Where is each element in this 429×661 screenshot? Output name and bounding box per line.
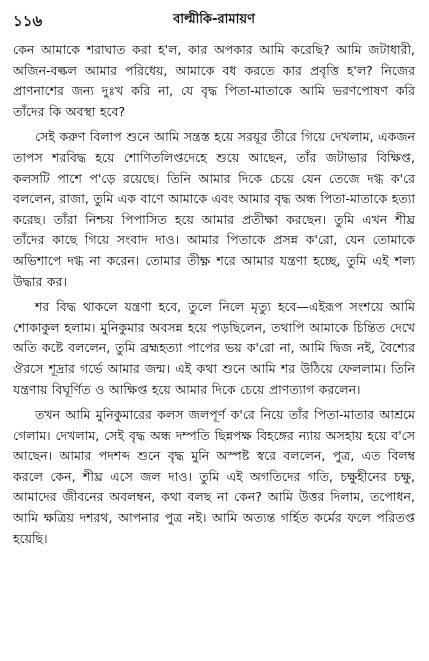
paragraph-4: তখন আমি মুনিকুমারের কলস জলপূর্ণ ক'রে নিয়ে তাঁর পিতা-মাতার আশ্রমে গেলাম। দেখলাম, সেই বৃদ্ধ অন্ধ দম্পতি ছিন্নপক্ষ বিহঙ্গের ন্যায় অসহায় হয়ে ব'সে আছেন। আমার পদশব্দ শুনে বৃদ্ধ মুনি অস্পষ্ট স্বরে বললেন, পুত্র, এত বিলম্ব করলে কেন, শীঘ্র এসে জল দাও। তুমি এই অগতিদের গতি, চক্ষুহীনের চক্ষু, আমাদের জীবনের অবলম্বন, কথা বলছ না কেন? আমি উত্তর দিলাম, তপোধন, আমি ক্ষত্রিয় দশরথ, আপনার পুত্র নই। আমি অত্যন্ত গর্হিত কর্মের ফলে পরিতপ্ত হয়েছি। [13, 407, 415, 546]
page-header [13, 10, 415, 34]
paragraph-1: কেন আমাকে শরাঘাত করা হ'ল, কার অপকার আমি করেছি? আমি জটাধারী, অজিন-বল্কল আমার পরিধেয়, আমাকে বধ করতে কার প্রবৃত্তি হ'ল? নিজের প্রাণনাশের জন্য দুঃখ করি না, যে বৃদ্ধ পিতা-মাতাকে আমি ভরণপোষণ করি তাঁদের কি অবস্থা হবে? [13, 42, 415, 119]
page-number: ১১৬ [13, 12, 43, 30]
page-body [13, 40, 415, 549]
paragraph-2: সেই করুণ বিলাপ শুনে আমি সন্ত্রস্ত হয়ে সরয়ূর তীরে গিয়ে দেখলাম, একজন তাপস শরবিদ্ধ হয়ে শোণিতলিপ্তদেহে শুয়ে আছেন, তাঁর জটাভার বিক্ষিপ্ত, কলসটি পাশে প'ড়ে রয়েছে। তিনি আমার দিকে চেয়ে যেন তেজে দগ্ধ ক'রে বললেন, রাজা, তুমি এক বাণে আমাকে এবং আমার বৃদ্ধ অন্ধ পিতা-মাতাকে হত্যা করেছ। তাঁরা নিশ্চয় পিপাসিত হয়ে আমার প্রতীক্ষা করছেন। তুমি এখন শীঘ্র তাঁদের কাছে গিয়ে সংবাদ দাও। আমার পিতাকে প্রসন্ন ক'রো, যেন তোমাকে অভিশাপে দগ্ধ না করেন। তোমার তীক্ষ্ণ শরে আমার যন্ত্রণা হচ্ছে, তুমি এই শল্য উদ্ধার কর। [13, 129, 415, 289]
running-title: বাল্মীকি-রামায়ণ [173, 12, 255, 27]
paragraph-3: শর বিদ্ধ থাকলে যন্ত্রণা হবে, তুলে নিলে মৃত্যু হবে—এইরূপ সংশয়ে আমি শোকাকুল হলাম। মুনিকুমার অবসন্ন হয়ে পড়ছিলেন, তথাপি আমাকে চিন্তিত দেখে অতি কষ্টে বললেন, তুমি ব্রহ্মহত্যা পাপের ভয় ক'রো না, আমি দ্বিজ নই, বৈশ্যের ঔরসে শূদ্রার গর্ভে আমার জন্ম। এই কথা শুনে আমি শর উঠিয়ে ফেললাম। তিনি যন্ত্রণায় বিঘূর্ণিত ও আক্ষিপ্ত হয়ে আমার দিকে চেয়ে প্রাণত্যাগ করলেন। [13, 299, 415, 397]
